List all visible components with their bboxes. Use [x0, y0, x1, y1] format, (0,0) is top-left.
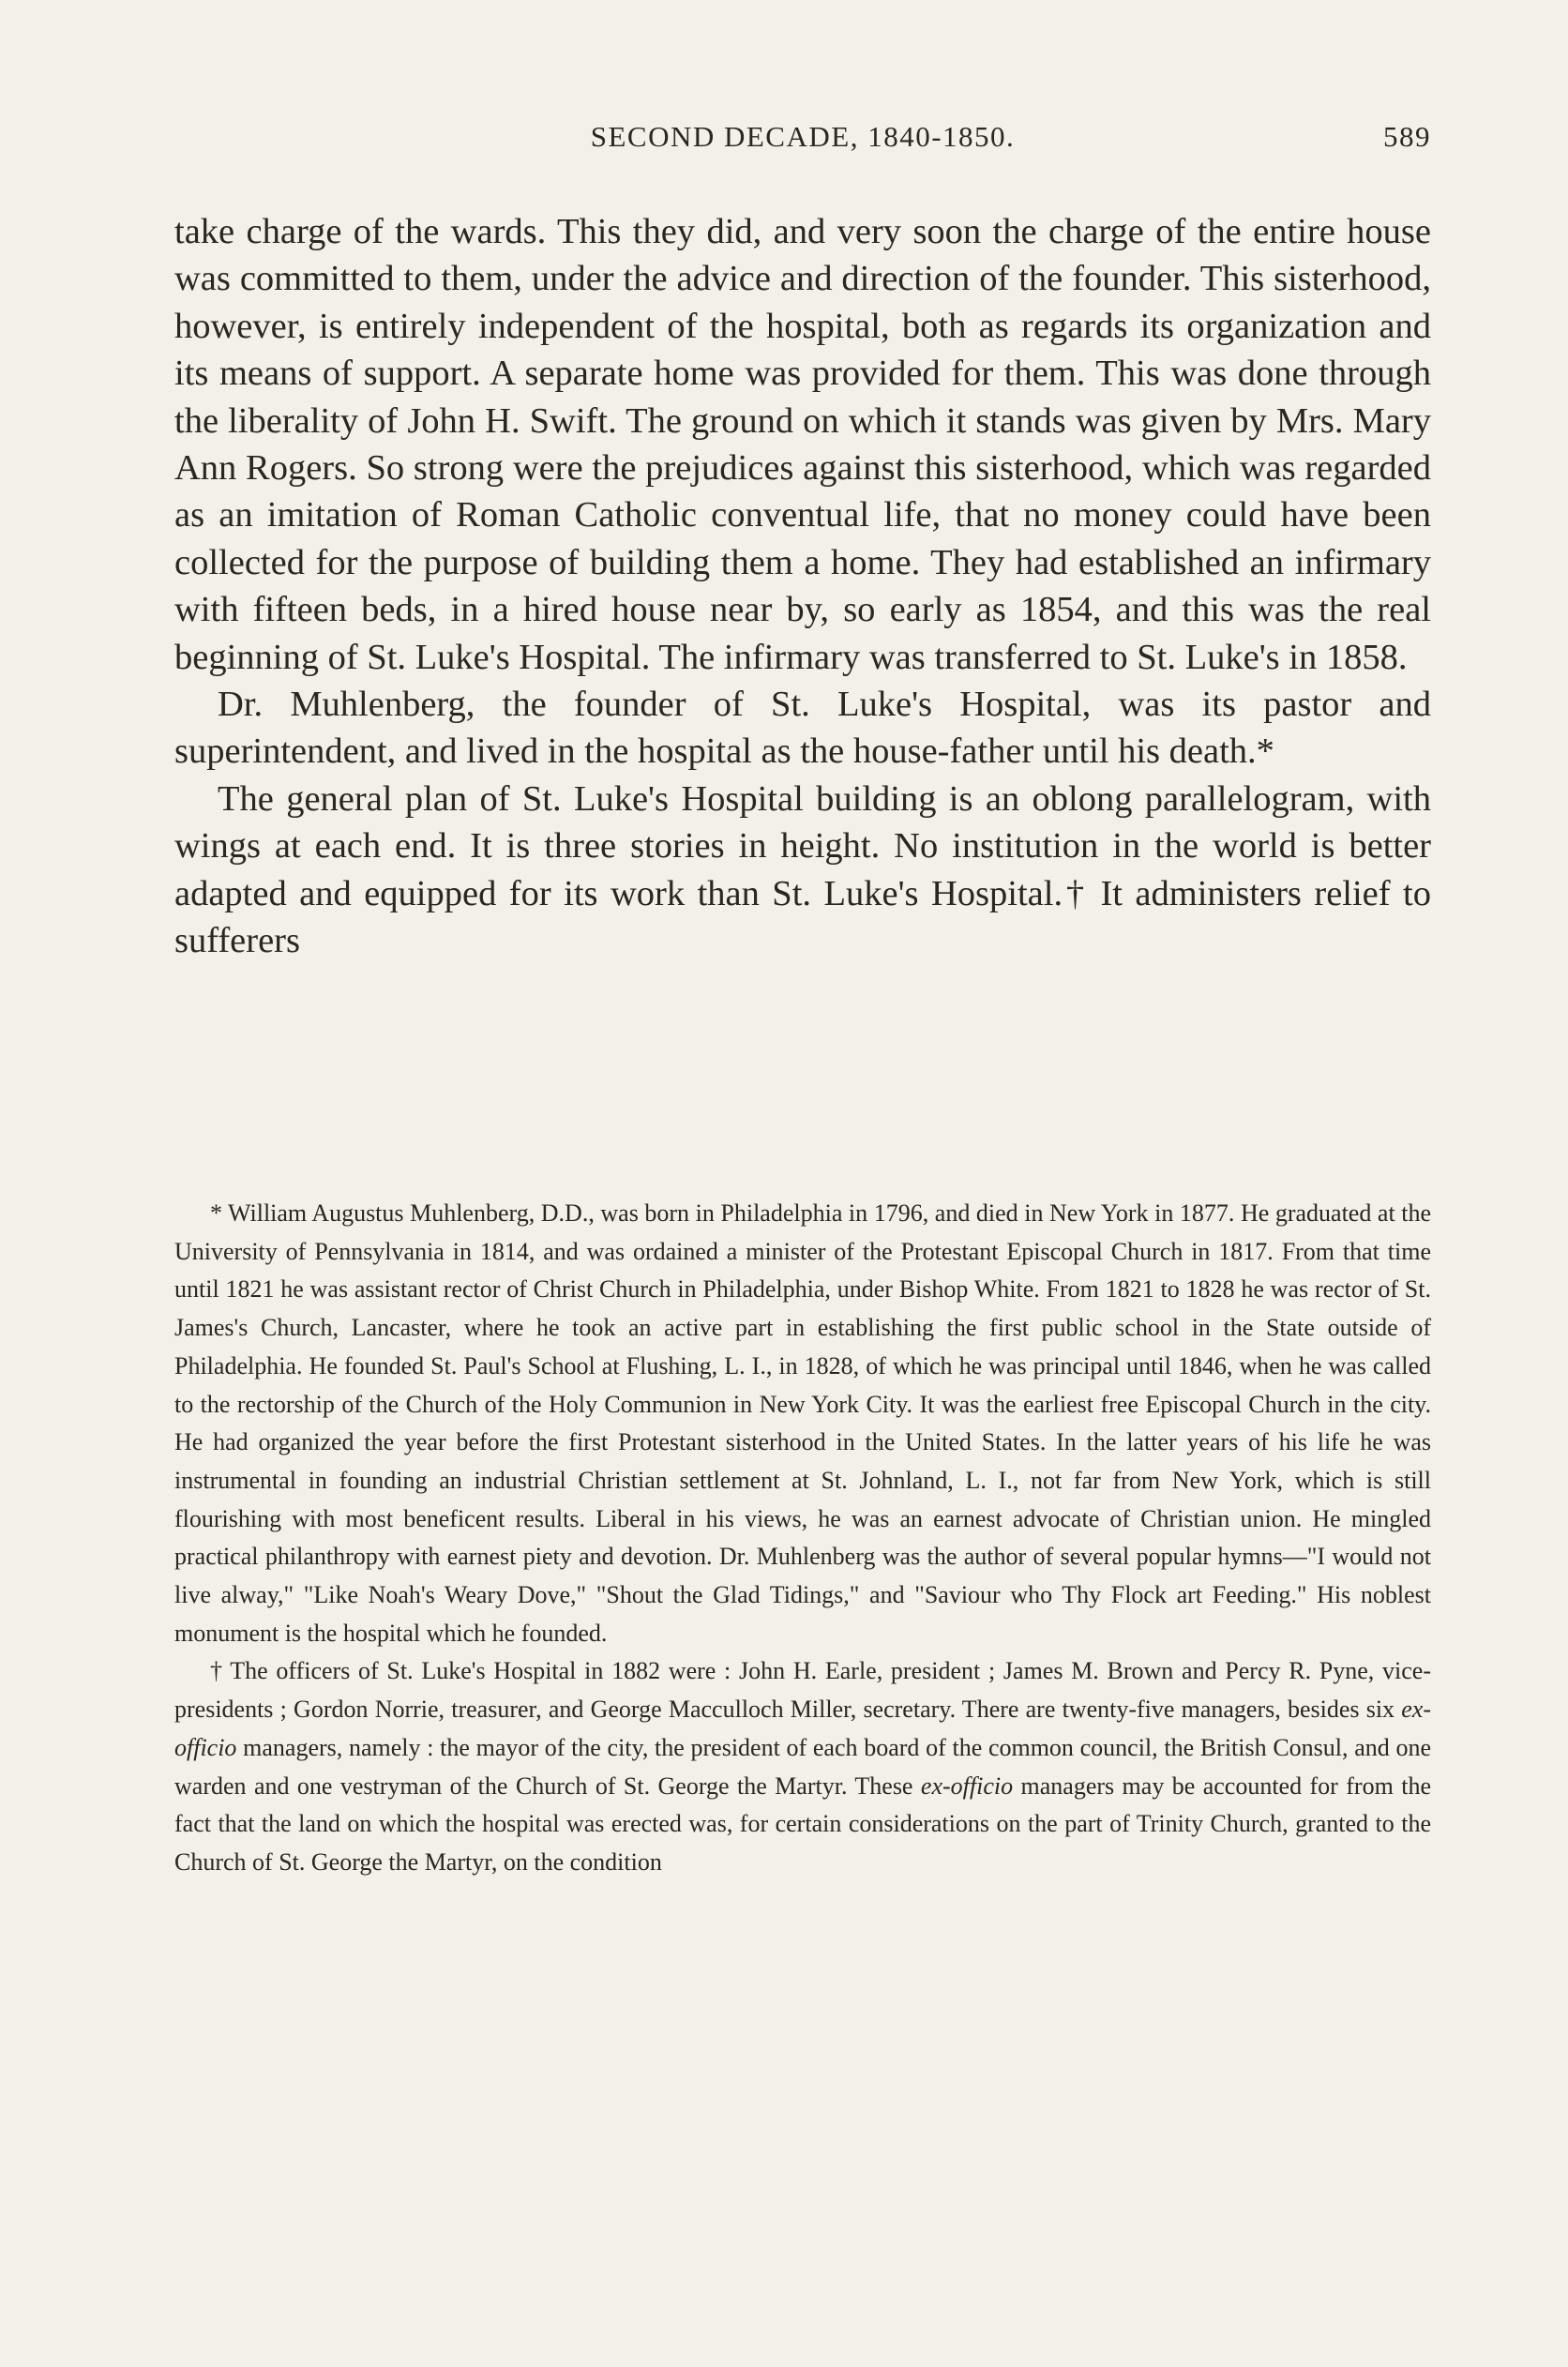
body-text	[174, 208, 1431, 965]
footnote-text: managers, namely : the mayor of the city, the president of each board of the common council, the British Consul, and one warden and one vestryman of the Church of St. George the Martyr. These	[174, 1733, 1431, 1800]
footnote	[174, 1195, 1431, 1652]
footnote-mark: †	[210, 1657, 225, 1685]
footnote	[174, 1652, 1431, 1881]
footnote-text: The officers of St. Luke's Hospital in 1882 were : John H. Earle, president ; James M. Brown and Percy R. Pyne, vice-presidents ; Gordon Norrie, treasurer, and George Macculloch Miller, secretary. There are twenty-five managers, besides six	[174, 1657, 1431, 1724]
footnote-mark: *	[210, 1199, 222, 1227]
footnote-italic-term: ex-officio	[920, 1771, 1014, 1800]
footnote-text: managers may be accounted for from the fact that the land on which the hospital was erected was, for certain considerations on the part of Trinity Church, granted to the Church of St. George the Martyr, on the condition	[174, 1771, 1431, 1876]
running-head	[174, 120, 1431, 158]
body-paragraph: take charge of the wards. This they did, and very soon the charge of the entire house was committed to them, under the advice and direction of the founder. This sisterhood, however, is entirely independent of the hospital, both as regards its organization and its means of support. A separate home was provided for them. This was done through the liberality of John H. Swift. The ground on which it stands was given by Mrs. Mary Ann Rogers. So strong were the prejudices against this sisterhood, which was regarded as an imitation of Roman Catholic conventual life, that no money could have been collected for the purpose of building them a home. They had established an infirmary with fifteen beds, in a hired house near by, so early as 1854, and this was the real beginning of St. Luke's Hospital. The infirmary was transferred to St. Luke's in 1858.	[174, 212, 1431, 677]
page-number: 589	[1383, 120, 1431, 153]
footnote-text: William Augustus Muhlenberg, D.D., was born in Philadelphia in 1796, and died in New York in 1877. He graduated at the University of Pennsylvania in 1814, and was ordained a minister of the Protestant Episcopal Church in 1817. From that time until 1821 he was assistant rector of Christ Church in Philadelphia, under Bishop White. From 1821 to 1828 he was rector of St. James's Church, Lancaster, where he took an active part in establishing the first public school in the State outside of Philadelphia. He founded St. Paul's School at Flushing, L. I., in 1828, of which he was principal until 1846, when he was called to the rectorship of the Church of the Holy Communion in New York City. It was the earliest free Episcopal Church in the city. He had organized the year before the first Protestant sisterhood in the United States. In the latter years of his life he was instrumental in founding an industrial Christian settlement at St. Johnland, L. I., not far from New York, which is still flourishing with most beneficent results. Liberal in his views, he was an earnest advocate of Christian union. He mingled practical philanthropy with earnest piety and devotion. Dr. Muhlenberg was the author of several popular hymns—"I would not live alway," "Like Noah's Weary Dove," "Shout the Glad Tidings," and "Saviour who Thy Flock art Feeding." His noblest monument is the hospital which he founded.	[174, 1199, 1431, 1647]
body-paragraph: Dr. Muhlenberg, the founder of St. Luke's Hospital, was its pastor and superintendent, and lived in the hospital as the house-father until his death.*	[174, 685, 1431, 772]
running-title: SECOND DECADE, 1840-1850.	[590, 120, 1016, 153]
footnotes	[174, 1195, 1431, 1882]
body-paragraph: The general plan of St. Luke's Hospital building is an oblong parallelogram, with wings at each end. It is three stories in height. No institution in the world is better adapted and equipped for its work than St. Luke's Hospital.† It administers relief to sufferers	[174, 778, 1431, 961]
footnote-italic-term: ex-officio	[174, 1696, 1431, 1761]
